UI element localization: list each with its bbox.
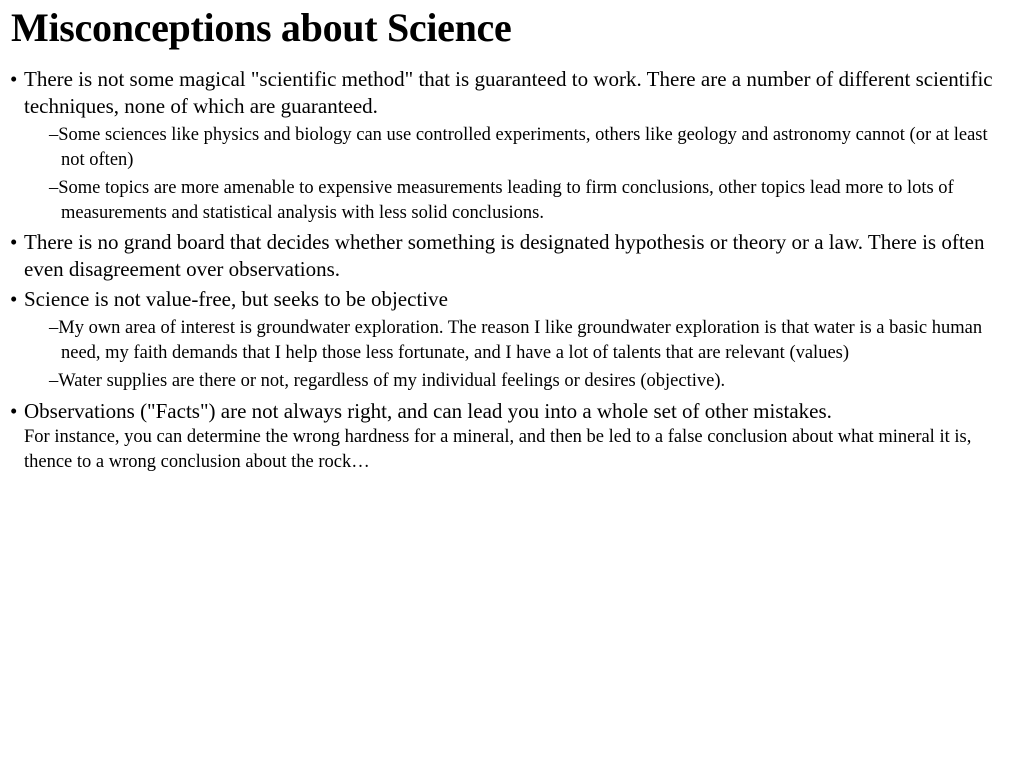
sub-bullet-text: Some topics are more amenable to expensive measurements leading to firm conclusions, other topics lead more to lots of measurements and statistical analysis with less solid conclusions. (58, 178, 954, 223)
dash-marker: – (49, 371, 59, 391)
bullet-item (10, 286, 1020, 313)
bullet-continuation-text: For instance, you can determine the wrong hardness for a mineral, and then be led to a false conclusion about what mineral it is, thence to a wrong conclusion about the rock… (24, 427, 972, 472)
slide-title: Misconceptions about Science (11, 5, 512, 50)
dash-marker: – (49, 178, 59, 198)
sub-bullet-item (49, 123, 1020, 173)
bullet-marker: • (10, 230, 18, 254)
sub-bullet-item (49, 316, 1020, 366)
bullet-text: Observations ("Facts") are not always right, and can lead you into a whole set of other mistakes. (24, 399, 832, 423)
sub-bullet-item (49, 369, 1020, 394)
dash-marker: – (49, 125, 59, 145)
bullet-item (10, 66, 1020, 120)
bullet-marker: • (10, 67, 18, 91)
bullet-item (10, 398, 1020, 475)
bullet-marker: • (10, 399, 18, 423)
sub-bullet-item (49, 176, 1020, 226)
dash-marker: – (49, 318, 59, 338)
bullet-text: Science is not value-free, but seeks to be objective (24, 287, 448, 311)
bullet-list (10, 66, 1020, 478)
bullet-text: There is not some magical "scientific method" that is guaranteed to work. There are a number of different scientific techniques, none of which are guaranteed. (24, 67, 993, 118)
sub-bullet-text: Some sciences like physics and biology can use controlled experiments, others like geology and astronomy cannot (or at least not often) (58, 125, 988, 170)
bullet-text: There is no grand board that decides whether something is designated hypothesis or theory or a law. There is often even disagreement over observations. (24, 230, 985, 281)
bullet-marker: • (10, 287, 18, 311)
sub-bullet-text: Water supplies are there or not, regardless of my individual feelings or desires (objective). (58, 371, 726, 391)
sub-bullet-text: My own area of interest is groundwater exploration. The reason I like groundwater exploration is that water is a basic human need, my faith demands that I help those less fortunate, and I have a lot of talents that are relevant (values) (58, 318, 983, 363)
bullet-item (10, 229, 1020, 283)
